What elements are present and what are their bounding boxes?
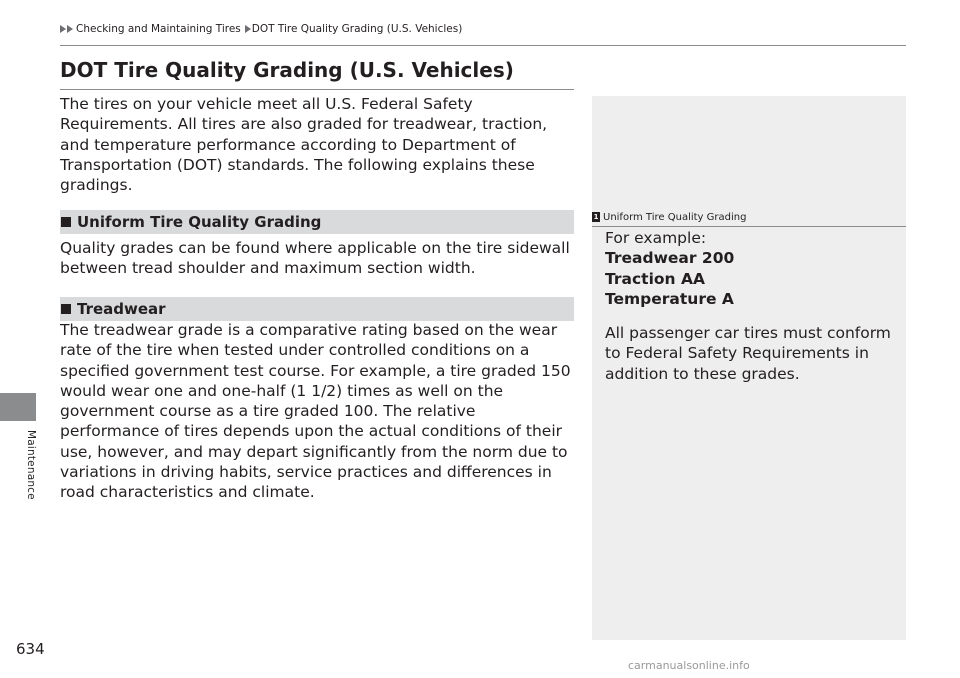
breadcrumb-item-checking-tires[interactable]: Checking and Maintaining Tires <box>76 23 241 35</box>
intro-paragraph: The tires on your vehicle meet all U.S. Federal Safety Requirements. All tires are also graded for treadwear, traction, and temperature performance according to Department of Transportation (DOT) standards. The following explains these gradings. <box>60 95 548 195</box>
page-title: DOT Tire Quality Grading (U.S. Vehicles) <box>60 58 514 82</box>
double-arrow-icon <box>67 25 73 33</box>
side-note-text: All passenger car tires must conform to Federal Safety Requirements in addition to these grades. <box>605 324 891 383</box>
side-note-divider <box>592 226 906 227</box>
section-heading-text: Treadwear <box>77 300 166 318</box>
uniform-grading-paragraph: Quality grades can be found where applicable on the tire sidewall between tread shoulder and maximum section width. <box>60 239 570 278</box>
example-label: For example: <box>605 229 707 247</box>
watermark: carmanualsonline.info <box>628 659 750 672</box>
breadcrumb <box>60 22 466 36</box>
treadwear-paragraph: The treadwear grade is a comparative rating based on the wear rate of the tire when tested under controlled conditions on a specified government test course. For example, a tire graded 150 would wear one and one-half (1 1/2) times as well on the government course as a tire graded 100. The relative performance of tires depends upon the actual conditions of their use, however, and may depart significantly from the norm due to variations in driving habits, service practices and differences in road characteristics and climate. <box>60 321 571 502</box>
chapter-label: Maintenance <box>25 430 37 500</box>
breadcrumb-item-dot-grading[interactable]: DOT Tire Quality Grading (U.S. Vehicles) <box>251 23 463 35</box>
section-header-uniform-grading <box>60 210 574 234</box>
section-heading-text: Uniform Tire Quality Grading <box>77 213 322 231</box>
header-divider <box>60 45 906 46</box>
title-divider <box>60 89 574 90</box>
grade-traction: Traction AA <box>605 269 705 288</box>
side-note-header[interactable] <box>592 208 906 226</box>
spacer <box>605 309 905 323</box>
square-bullet-icon <box>61 217 71 227</box>
grade-temperature: Temperature A <box>605 289 734 308</box>
page-number: 634 <box>16 640 45 658</box>
grade-treadwear: Treadwear 200 <box>605 249 735 268</box>
arrow-icon <box>245 25 251 33</box>
square-bullet-icon <box>61 304 71 314</box>
side-note-heading: Uniform Tire Quality Grading <box>603 211 747 223</box>
double-arrow-icon <box>60 25 66 33</box>
section-header-treadwear <box>60 297 574 321</box>
note-reference-icon: 1 <box>593 213 599 221</box>
side-note-body <box>605 228 905 384</box>
chapter-tab <box>0 393 36 421</box>
